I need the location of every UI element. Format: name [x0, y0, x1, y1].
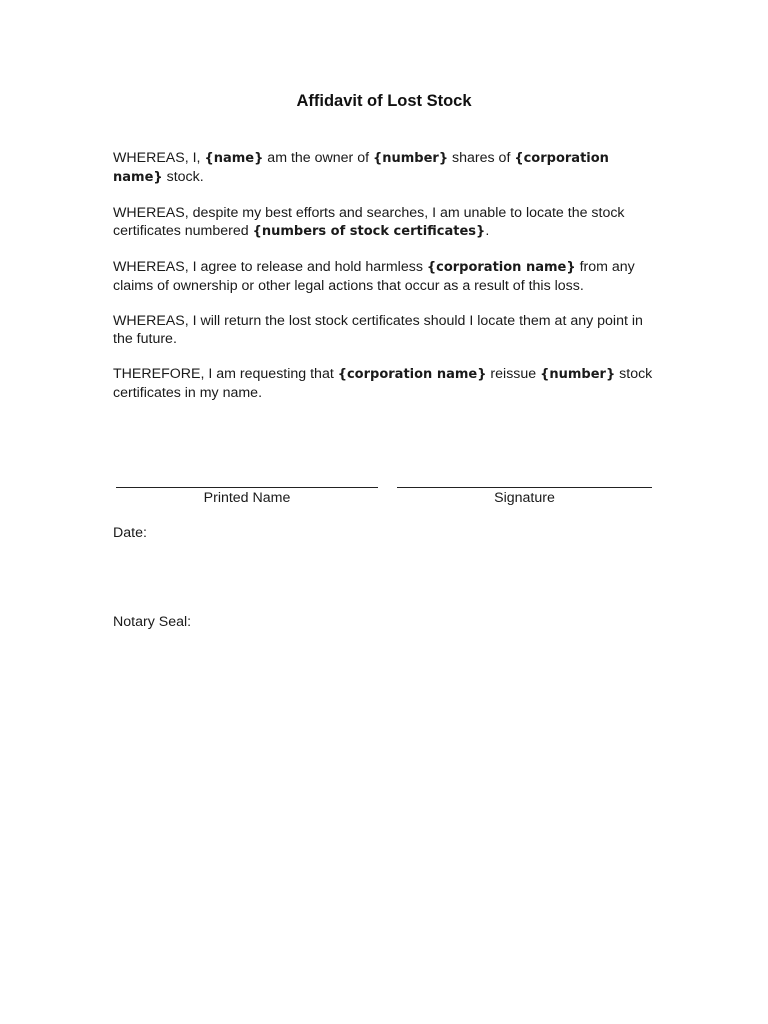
placeholder-field: {number} [372, 151, 449, 166]
placeholder-field: {name} [204, 151, 264, 166]
signature-label: Signature [494, 490, 555, 506]
date-label: Date: [113, 525, 147, 541]
paragraph-1 [113, 149, 658, 187]
document-title: Affidavit of Lost Stock [296, 92, 472, 110]
placeholder-field: {corporation name} [337, 367, 487, 382]
paragraph-5 [113, 365, 658, 402]
paragraph-text: stock certificates in my name. [113, 366, 653, 401]
paragraph-text: WHEREAS, I will return the lost stock certificates should I locate them at any point in the future. [113, 313, 643, 347]
paragraph-text: from any claims of ownership or other legal actions that occur as a result of this loss. [113, 259, 635, 294]
paragraph-text: reissue [486, 366, 541, 382]
paragraph-text: am the owner of [263, 150, 373, 166]
paragraph-text: WHEREAS, I agree to release and hold harmless [113, 259, 427, 275]
signature-line [397, 487, 652, 488]
paragraph-text: WHEREAS, despite my best efforts and searches, I am unable to locate the stock certificates numbered [113, 205, 625, 239]
document-body [113, 149, 658, 419]
placeholder-field: {numbers of stock certificates} [252, 224, 486, 239]
placeholder-field: {corporation name} [113, 151, 609, 185]
placeholder-field: {corporation name} [426, 260, 576, 275]
paragraph-text: stock. [162, 169, 204, 185]
paragraph-2 [113, 204, 658, 241]
paragraph-text: WHEREAS, I, [113, 150, 205, 166]
paragraph-3 [113, 258, 658, 295]
placeholder-field: {number} [540, 367, 616, 382]
notary-seal-label: Notary Seal: [113, 614, 192, 630]
paragraph-4 [113, 312, 658, 348]
printed-name-label: Printed Name [203, 490, 291, 506]
printed-name-line [116, 487, 378, 488]
paragraph-text: shares of [448, 150, 515, 166]
paragraph-text: . [485, 223, 490, 239]
paragraph-text: THEREFORE, I am requesting that [113, 366, 338, 382]
